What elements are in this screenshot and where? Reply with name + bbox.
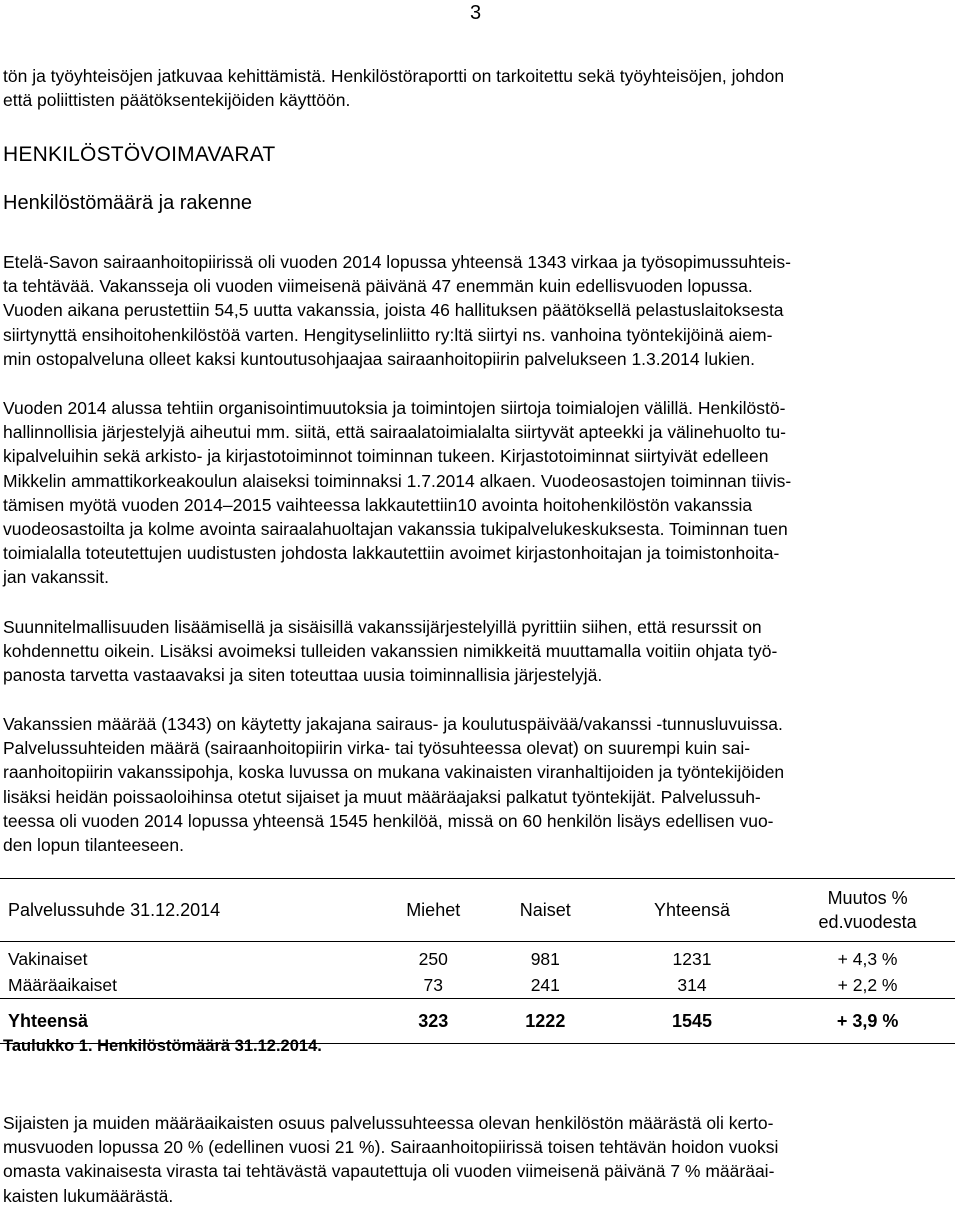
table-cell: 73 xyxy=(423,974,443,995)
table-cell: 314 xyxy=(677,974,707,995)
text-line: vuodeosastoilta ja kolme avointa sairaalahuoltajan vakanssia tukipalvelukeskuksesta. Toiminnan tuen xyxy=(3,519,788,540)
text-line: Vuoden 2014 alussa tehtiin organisointimuutoksia ja toimintojen siirtoja toimialojen välillä. Henkilöstö- xyxy=(3,398,786,418)
header-change-line2: ed.vuodesta xyxy=(818,912,917,932)
text-line: Sijaisten ja muiden määräaikaisten osuus palvelussuhteessa olevan henkilöstön määrästä oli kerto- xyxy=(3,1113,774,1133)
paragraph-1 xyxy=(3,250,948,371)
paragraph-3 xyxy=(3,615,948,688)
text-line: ta tehtävää. Vakansseja oli vuoden viimeisenä päivänä 47 enemmän kuin edellisvuoden lopussa. xyxy=(3,276,753,297)
text-line: kaisten lukumäärästä. xyxy=(3,1185,174,1206)
text-line: kipalveluihin sekä arkisto- ja kirjastotoiminnot toiminnan tukeen. Kirjastotoiminnat siirtyivät edelleen xyxy=(3,446,769,467)
header-cell-total: Yhteensä xyxy=(604,879,780,942)
subsection-heading: Henkilöstömäärä ja rakenne xyxy=(3,192,253,214)
header-cell-contract: Palvelussuhde 31.12.2014 xyxy=(0,879,380,942)
personnel-table xyxy=(0,878,955,1044)
text-line: Mikkelin ammattikorkeakoulun alaiseksi toiminnaksi 1.7.2014 alkaen. Vuodeosastojen toiminnan tiivis- xyxy=(3,470,792,491)
table-caption: Taulukko 1. Henkilöstömäärä 31.12.2014. xyxy=(3,1037,322,1055)
text-line: Suunnitelmallisuuden lisäämisellä ja sisäisillä vakanssijärjestelyillä pyrittiin siihen, että resurssit on xyxy=(3,617,762,637)
header-cell-women: Naiset xyxy=(487,879,604,942)
table-cell: + 3,9 % xyxy=(780,999,955,1044)
table-cell: 981 xyxy=(530,948,560,969)
header-cell-men: Miehet xyxy=(380,879,487,942)
text-line: omasta vakinaisesta virasta tai tehtävästä vapautettuja oli vuoden viimeisenä päivänä 7 % määräai- xyxy=(3,1161,775,1182)
header-cell-change xyxy=(780,879,955,942)
text-line: tämisen myötä vuoden 2014–2015 vaihteessa lakkautettiin10 avointa hoitohenkilöstön vakanssia xyxy=(3,494,753,515)
header-change-line1: Muutos % xyxy=(827,888,908,908)
text-line: musvuoden lopussa 20 % (edellinen vuosi 21 %). Sairaanhoitopiirissä toisen tehtävän hoidon vuoksi xyxy=(3,1137,779,1158)
text-line: hallinnollisia järjestelyjä aiheutui mm. siitä, että sairaalatoimialalta siirtyvät apteekki ja välinehuolto tu- xyxy=(3,422,787,443)
table-cell: 1231 xyxy=(672,948,712,969)
intro-paragraph xyxy=(3,64,948,112)
table-header-row xyxy=(0,879,955,942)
section-heading: HENKILÖSTÖVOIMAVARAT xyxy=(3,143,276,166)
text-line: raanhoitopiirin vakanssipohja, koska luvussa on mukana vakinaisten viranhaltijoiden ja työntekijöiden xyxy=(3,762,785,783)
table-cell: 1222 xyxy=(487,999,604,1044)
table-cell: Määräaikaiset xyxy=(8,974,117,995)
text-line: siirtynyttä ensihoitohenkilöstöä varten. Hengityselinliitto ry:ltä siirtyi ns. vanhoina työntekijöinä aiem- xyxy=(3,324,773,345)
text-line: tön ja työyhteisöjen jatkuvaa kehittämistä. Henkilöstöraportti on tarkoitettu sekä työyhteisöjen, johdon xyxy=(3,66,785,86)
paragraph-4 xyxy=(3,712,948,857)
table-cell: 323 xyxy=(380,999,487,1044)
text-line: lisäksi heidän poissaoloihinsa otetut sijaiset ja muut määräajaksi palkatut työntekijät. Palvelussuh- xyxy=(3,786,761,807)
text-line: den lopun tilanteeseen. xyxy=(3,835,184,856)
table-cell: + 2,2 % xyxy=(837,974,898,995)
text-line: Vuoden aikana perustettiin 54,5 uutta vakanssia, joista 46 hallituksen päätöksellä pelastuslaitoksesta xyxy=(3,300,784,321)
table-cell: + 4,3 % xyxy=(837,948,898,969)
text-line: toimialalla toteutettujen uudistusten johdosta lakkautettiin avoimet kirjastonhoitajan ja toimistonhoita- xyxy=(3,543,780,564)
text-line: min ostopalveluna olleet kaksi kuntoutusohjaajaa sairaanhoitopiirin palvelukseen 1.3.2014 lukien. xyxy=(3,348,756,369)
table-row xyxy=(0,972,955,999)
text-line: että poliittisten päätöksentekijöiden käyttöön. xyxy=(3,90,351,111)
table-cell: Yhteensä xyxy=(0,999,380,1044)
text-line: Vakanssien määrää (1343) on käytetty jakajana sairaus- ja koulutuspäivää/vakanssi -tunnusluvuissa. xyxy=(3,714,783,734)
text-line: teessa oli vuoden 2014 lopussa yhteensä 1545 henkilöä, missä on 60 henkilön lisäys edellisen vuo- xyxy=(3,810,774,831)
table-cell: 241 xyxy=(530,974,560,995)
paragraph-2 xyxy=(3,396,948,590)
text-line: jan vakanssit. xyxy=(3,567,110,588)
text-line: Etelä-Savon sairaanhoitopiirissä oli vuoden 2014 lopussa yhteensä 1343 virkaa ja työsopimussuhteis- xyxy=(3,252,791,272)
text-line: Palvelussuhteiden määrä (sairaanhoitopiirin virka- tai työsuhteessa olevat) on suurempi kuin sai- xyxy=(3,738,751,759)
paragraph-5 xyxy=(3,1111,948,1208)
page-number: 3 xyxy=(470,2,482,24)
table-row xyxy=(0,942,955,973)
text-line: kohdennettu oikein. Lisäksi avoimeksi tulleiden vakanssien nimikkeitä muuttamalla voitiin ohjata työ- xyxy=(3,641,778,662)
text-line: panosta tarvetta vastaavaksi ja siten toteuttaa uusia toiminnallisia järjestelyjä. xyxy=(3,665,603,686)
table-cell: 1545 xyxy=(604,999,780,1044)
table-cell: Vakinaiset xyxy=(8,948,88,969)
table-cell: 250 xyxy=(418,948,448,969)
